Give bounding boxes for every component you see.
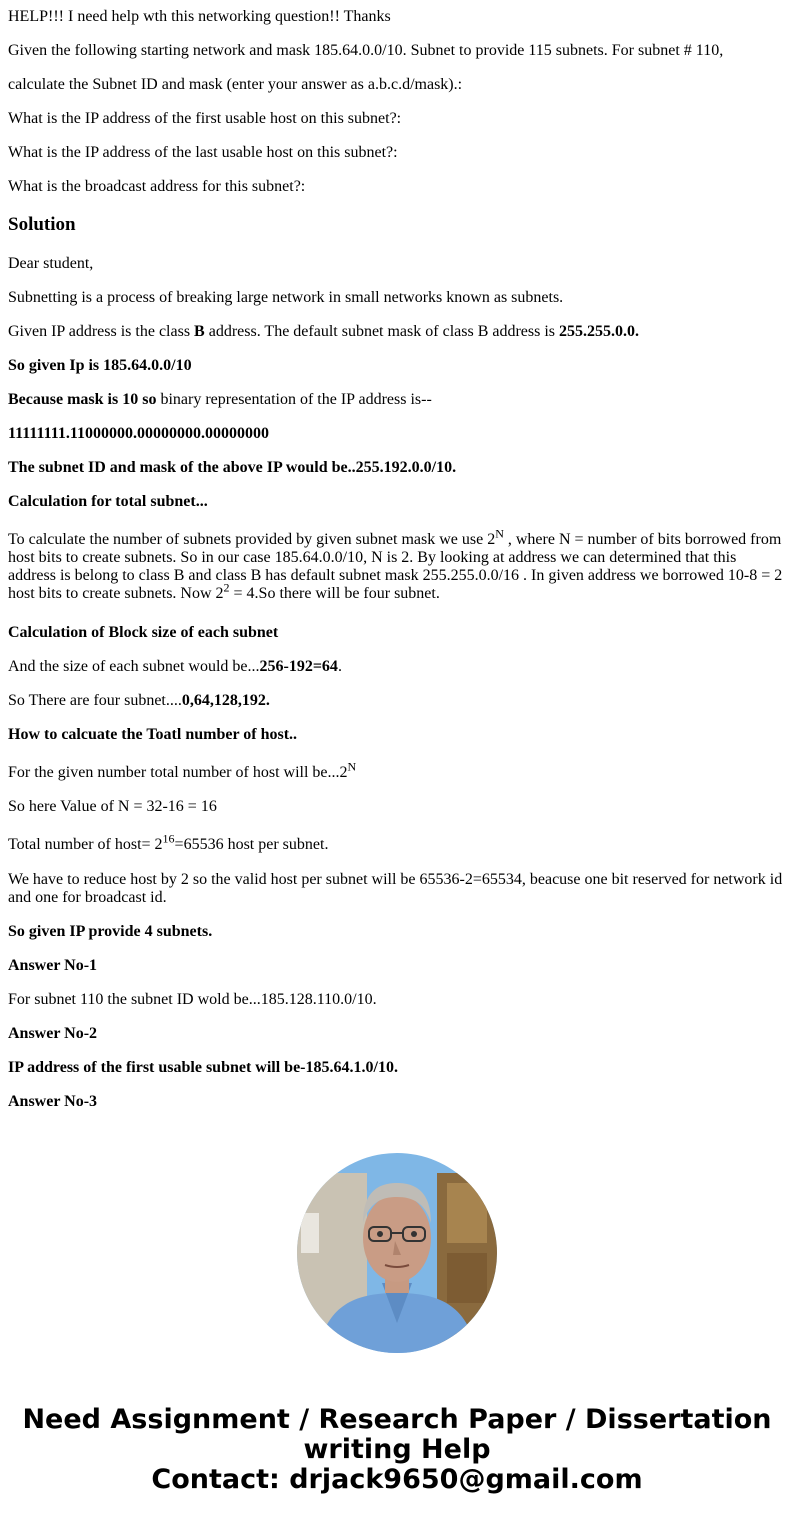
block-size-text: And the size of each subnet would be...256-192=64. <box>8 658 342 675</box>
mask-text: Because mask is 10 so binary representation of the IP address is-- <box>8 391 432 408</box>
promo-line-2: writing Help <box>303 1434 491 1465</box>
answer-2-heading: Answer No-2 <box>8 1025 98 1042</box>
n-value: So here Value of N = 32-16 = 16 <box>8 798 217 815</box>
host-formula: For the given number total number of host will $be...2^N$ <box>8 759 357 781</box>
greeting: Dear student, <box>8 255 94 272</box>
reduce-hosts-text: We have to reduce host by 2 so the valid host per subnet will be 65536-2=65534, beacuse one bit reserved for network id and one for broadcast id. <box>8 871 783 906</box>
answer-2-text: IP address of the first usable subnet will be-185.64.1.0/10. <box>8 1059 398 1076</box>
promo-line-1: Need Assignment / Research Paper / Dissertation <box>22 1404 772 1435</box>
question-line-3: calculate the Subnet ID and mask (enter your answer as a.b.c.d/mask).: <box>8 76 463 93</box>
block-size-heading: Calculation of Block size of each subnet <box>8 624 279 641</box>
answer-1-heading: Answer No-1 <box>8 957 98 974</box>
provide-subnets: So given IP provide 4 subnets. <box>8 923 213 940</box>
question-line-4: What is the IP address of the first usable host on this subnet?: <box>8 110 402 127</box>
total-hosts: Total number of host= $2^{16}=65536$ host per subnet. <box>8 831 329 853</box>
promo-contact: Contact: drjack9650@gmail.com <box>151 1464 643 1495</box>
intro-text: Subnetting is a process of breaking large network in small networks known as subnets. <box>8 289 564 306</box>
solution-heading: Solution <box>8 214 76 235</box>
answer-1-text: For subnet 110 the subnet ID wold be...185.128.110.0/10. <box>8 991 377 1008</box>
subnet-id-mask: The subnet ID and mask of the above IP would be..255.192.0.0/10. <box>8 459 457 476</box>
four-subnets-text: So There are four subnet....0,64,128,192. <box>8 692 270 709</box>
question-line-2: Given the following starting network and mask 185.64.0.0/10. Subnet to provide 115 subnets. For subnet # 110, <box>8 42 724 59</box>
host-heading: How to calcuate the Toatl number of host.. <box>8 726 298 743</box>
calc-paragraph: To calculate the number of subnets provided by given subnet mask we use $2^N$ , where N = number of bits borrowed from host bits to create subnets. So in our case 185.64.0.0/10, N is 2. By looking at address we can determined that this address is belong to class B and class B has default subnet mask 255.255.0.0/16 . In given address we borrowed 10-8 = 2 host bits to create subnets. Now $2^2 = 4.So$ there will be four subnet. <box>8 526 783 602</box>
answer-3-heading: Answer No-3 <box>8 1093 98 1110</box>
calc-total-heading: Calculation for total subnet... <box>8 493 208 510</box>
question-line-6: What is the broadcast address for this subnet?: <box>8 178 306 195</box>
class-b-text: Given IP address is the class B address. The default subnet mask of class B address is 255.255.0.0. <box>8 323 640 340</box>
question-line-1: HELP!!! I need help wth this networking question!! Thanks <box>8 8 391 25</box>
given-ip: So given Ip is 185.64.0.0/10 <box>8 357 192 374</box>
question-line-5: What is the IP address of the last usable host on this subnet?: <box>8 144 398 161</box>
author-photo <box>297 1153 497 1353</box>
binary-representation: 11111111.11000000.00000000.00000000 <box>8 425 269 442</box>
